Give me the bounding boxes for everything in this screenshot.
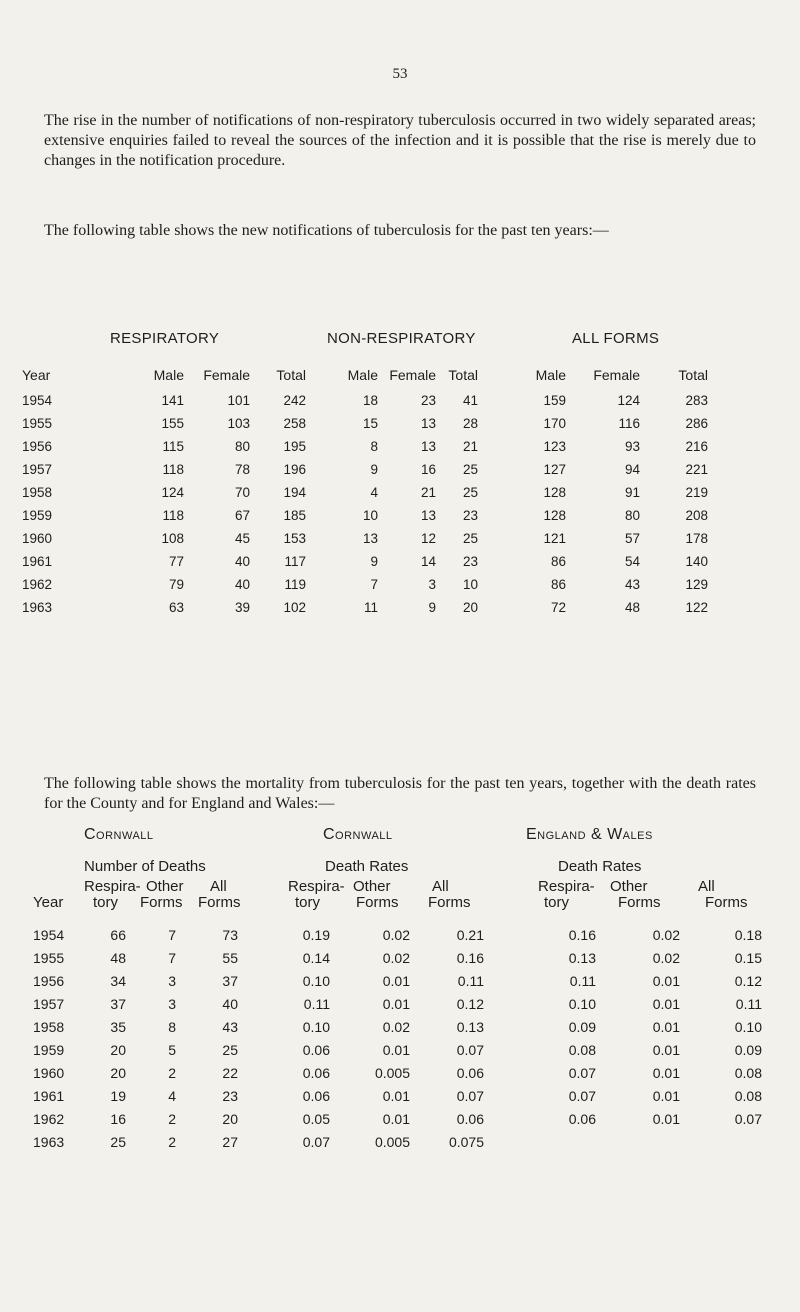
t2-row [0, 1015, 762, 1038]
t2-cw-rates-col-respiratory-l1: Respira- [288, 878, 345, 895]
t2-cell [680, 1130, 762, 1153]
notifications-table [0, 367, 708, 619]
t1-cell: 103 [227, 416, 250, 431]
t1-group-non-respiratory: NON-RESPIRATORY [327, 330, 476, 347]
t2-cell: 7 [168, 926, 176, 943]
t1-cell: 40 [234, 554, 250, 569]
t2-cell: 0.01 [652, 1018, 680, 1035]
t1-cell: 57 [624, 531, 640, 546]
t1-cell: 11 [363, 600, 378, 615]
t2-cell: 2 [168, 1110, 176, 1127]
t2-year-cell: 1961 [33, 1087, 65, 1104]
t2-cell: 0.11 [569, 972, 596, 989]
t2-cell: 0.06 [568, 1110, 596, 1127]
t1-cell: 4 [370, 485, 378, 500]
t2-cell: 66 [110, 926, 126, 943]
t1-cell: 23 [420, 393, 436, 408]
t2-cell: 0.19 [302, 926, 330, 943]
t2-cell: 0.06 [302, 1087, 330, 1104]
t2-cell: 0.09 [734, 1041, 762, 1058]
t2-cell: 0.02 [652, 926, 680, 943]
t1-cell: 122 [685, 600, 708, 615]
page-number: 53 [392, 66, 408, 82]
t1-cell: 77 [168, 554, 184, 569]
t1-cell: 70 [234, 485, 250, 500]
t1-cell: 94 [624, 462, 640, 477]
t2-subgroup-death-rates-cornwall: Death Rates [325, 858, 409, 875]
t1-cell: 45 [234, 531, 250, 546]
t2-cell: 0.01 [652, 1064, 680, 1081]
t2-row [0, 1038, 762, 1061]
t2-cw-deaths-col-respiratory-l1: Respira- [84, 878, 141, 895]
t2-cell: 0.07 [568, 1064, 596, 1081]
t2-cw-rates-col-all-l2: Forms [428, 894, 471, 911]
t1-cell: 91 [624, 485, 640, 500]
t2-cell: 0.01 [652, 972, 680, 989]
t1-cell: 221 [685, 462, 708, 477]
t2-cell: 0.12 [734, 972, 762, 989]
paragraph-non-respiratory-rise: The rise in the number of notifications of non-respiratory tuberculosis occurred in two widely separated areas; extensive enquiries failed to reveal the sources of the infection and it is possible that the rise is merely due to changes in the notification procedure. [44, 112, 756, 169]
t2-cell: 0.10 [302, 972, 330, 989]
t2-cell: 0.01 [652, 1041, 680, 1058]
t1-cell: 39 [234, 600, 250, 615]
t1-cell: 93 [624, 439, 640, 454]
paragraph-mortality-intro: The following table shows the mortality from tuberculosis for the past ten years, together with the death rates for the County and for England and Wales:— [44, 775, 756, 812]
t2-cell: 0.01 [382, 972, 410, 989]
t2-cell: 0.01 [652, 995, 680, 1012]
t1-cell: 155 [161, 416, 184, 431]
t1-year-cell: 1960 [22, 531, 53, 546]
t1-cell: 194 [283, 485, 306, 500]
t2-cw-deaths-col-respiratory-l2: tory [93, 894, 119, 911]
t1-cell: 13 [362, 531, 378, 546]
t2-cell: 0.02 [382, 926, 410, 943]
t1-year-cell: 1963 [22, 600, 53, 615]
t1-cell: 9 [370, 554, 378, 569]
t2-cell: 0.10 [302, 1018, 330, 1035]
mortality-table [0, 923, 762, 1153]
t2-cw-rates-col-other-l2: Forms [356, 894, 399, 911]
t1-cell: 14 [420, 554, 436, 569]
t1-cell: 101 [227, 393, 250, 408]
t1-cell: 9 [428, 600, 436, 615]
t1-cell: 118 [162, 462, 184, 477]
t2-cell: 35 [110, 1018, 126, 1035]
t2-cw-rates-col-respiratory-l2: tory [295, 894, 321, 911]
t2-year-cell: 1963 [33, 1133, 65, 1150]
t1-cell: 115 [162, 439, 184, 454]
t1-year-cell: 1961 [22, 554, 53, 569]
t2-year-cell: 1959 [33, 1041, 65, 1058]
t1-cell: 23 [462, 554, 478, 569]
t2-cell: 23 [222, 1087, 238, 1104]
t1-cell: 13 [420, 439, 436, 454]
t1-cell: 178 [685, 531, 708, 546]
t1-nonresp-total-header: Total [448, 367, 478, 383]
t2-year-header: Year [33, 894, 64, 911]
t1-row [0, 412, 708, 435]
t2-cell: 0.005 [374, 1133, 410, 1150]
t1-cell: 63 [168, 600, 184, 615]
t1-cell: 153 [283, 531, 306, 546]
t2-cell: 19 [110, 1087, 126, 1104]
t1-cell: 79 [168, 577, 184, 592]
t2-cell: 0.005 [374, 1064, 410, 1081]
t1-cell: 195 [283, 439, 306, 454]
t2-cell: 3 [168, 995, 176, 1012]
t1-year-cell: 1954 [22, 393, 53, 408]
t1-row [0, 596, 708, 619]
t1-cell: 80 [234, 439, 250, 454]
t2-cw-rates-col-other-l1: Other [353, 878, 391, 895]
t2-cell: 20 [110, 1041, 126, 1058]
t2-ew-rates-col-respiratory-l1: Respira- [538, 878, 595, 895]
t2-cell: 0.13 [456, 1018, 484, 1035]
t2-ew-rates-col-all-l1: All [698, 878, 715, 895]
t1-row [0, 550, 708, 573]
t1-cell: 129 [685, 577, 708, 592]
t1-cell: 41 [462, 393, 478, 408]
t2-cell: 48 [110, 949, 126, 966]
t2-year-cell: 1955 [33, 949, 65, 966]
t1-cell: 8 [370, 439, 378, 454]
t1-cell: 86 [550, 554, 566, 569]
t2-cell: 7 [168, 949, 176, 966]
t2-subgroup-death-rates-england: Death Rates [558, 858, 642, 875]
t1-cell: 15 [362, 416, 378, 431]
t1-cell: 72 [550, 600, 566, 615]
t1-cell: 128 [543, 485, 566, 500]
t2-year-cell: 1962 [33, 1110, 65, 1127]
t1-cell: 13 [420, 416, 436, 431]
t1-cell: 140 [685, 554, 708, 569]
t2-row [0, 1130, 762, 1153]
t1-cell: 128 [543, 508, 566, 523]
t1-all-female-header: Female [593, 367, 640, 383]
t2-cell: 0.06 [456, 1110, 484, 1127]
t1-cell: 127 [543, 462, 566, 477]
t2-cell: 0.11 [303, 995, 330, 1012]
t1-cell: 116 [618, 416, 640, 431]
t1-row [0, 389, 708, 412]
t1-cell: 141 [161, 393, 184, 408]
t1-cell: 80 [624, 508, 640, 523]
t1-cell: 242 [283, 393, 306, 408]
t1-cell: 170 [543, 416, 566, 431]
t2-cell: 0.10 [734, 1018, 762, 1035]
t2-cell: 55 [222, 949, 238, 966]
t1-cell: 21 [420, 485, 436, 500]
t2-cell: 0.10 [568, 995, 596, 1012]
t1-cell: 7 [370, 577, 378, 592]
t2-row [0, 923, 762, 946]
t2-cell: 2 [168, 1133, 176, 1150]
t1-cell: 16 [420, 462, 436, 477]
t2-cell: 0.01 [382, 1087, 410, 1104]
t2-year-cell: 1956 [33, 972, 65, 989]
t2-cell: 0.11 [735, 995, 762, 1012]
t1-cell: 25 [462, 531, 478, 546]
t1-resp-female-header: Female [203, 367, 250, 383]
t1-year-header: Year [22, 367, 51, 383]
t2-cell: 0.12 [456, 995, 484, 1012]
t2-cell: 0.01 [652, 1110, 680, 1127]
t2-cell: 0.13 [568, 949, 596, 966]
t2-row [0, 1084, 762, 1107]
t2-cell: 0.06 [302, 1041, 330, 1058]
t2-cell: 16 [110, 1110, 126, 1127]
t2-group-england-wales: England & Wales [526, 826, 653, 843]
t2-cell: 0.08 [734, 1064, 762, 1081]
t2-cell: 0.08 [568, 1041, 596, 1058]
t2-cell: 0.06 [456, 1064, 484, 1081]
t1-cell: 78 [234, 462, 250, 477]
t2-cell: 0.09 [568, 1018, 596, 1035]
t1-cell: 9 [370, 462, 378, 477]
t1-cell: 286 [685, 416, 708, 431]
t2-cw-deaths-col-all-l2: Forms [198, 894, 241, 911]
t1-cell: 219 [685, 485, 708, 500]
t2-cell: 40 [222, 995, 238, 1012]
t2-cell: 0.01 [382, 1110, 410, 1127]
t1-cell: 18 [362, 393, 378, 408]
t2-year-cell: 1960 [33, 1064, 65, 1081]
t1-cell: 124 [617, 393, 640, 408]
t2-cell: 0.02 [652, 949, 680, 966]
t2-cw-deaths-col-other-l1: Other [146, 878, 184, 895]
t1-year-cell: 1955 [22, 416, 53, 431]
t1-cell: 40 [234, 577, 250, 592]
t2-cell: 8 [168, 1018, 176, 1035]
t2-row [0, 946, 762, 969]
t1-cell: 67 [234, 508, 250, 523]
t1-cell: 159 [543, 393, 566, 408]
t1-cell: 185 [283, 508, 306, 523]
t1-cell: 196 [283, 462, 306, 477]
t2-cell: 4 [168, 1087, 176, 1104]
t2-row [0, 1061, 762, 1084]
t2-cell: 0.15 [734, 949, 762, 966]
t1-row [0, 504, 708, 527]
t1-cell: 43 [624, 577, 640, 592]
t2-cell: 0.07 [568, 1087, 596, 1104]
t2-cw-deaths-col-all-l1: All [210, 878, 227, 895]
t2-row [0, 1107, 762, 1130]
t2-cell: 73 [222, 926, 238, 943]
t2-group-cornwall-deaths: Cornwall [84, 826, 154, 843]
t2-ew-rates-col-respiratory-l2: tory [544, 894, 570, 911]
t1-cell: 123 [543, 439, 566, 454]
t1-year-cell: 1959 [22, 508, 53, 523]
t2-ew-rates-col-other-l2: Forms [618, 894, 661, 911]
t1-row [0, 435, 708, 458]
t1-cell: 25 [462, 485, 478, 500]
t2-ew-rates-col-all-l2: Forms [705, 894, 748, 911]
t2-cell: 0.07 [734, 1110, 762, 1127]
t1-row [0, 481, 708, 504]
t2-row [0, 992, 762, 1015]
t2-cell: 0.16 [456, 949, 484, 966]
t1-cell: 10 [462, 577, 478, 592]
t2-cell: 0.11 [457, 972, 484, 989]
t2-year-cell: 1958 [33, 1018, 65, 1035]
t2-cell: 25 [222, 1041, 238, 1058]
paragraph-notifications-intro: The following table shows the new notifications of tuberculosis for the past ten years:— [44, 222, 609, 239]
t2-cell: 0.02 [382, 949, 410, 966]
t1-cell: 117 [284, 554, 306, 569]
t1-cell: 13 [420, 508, 436, 523]
t1-cell: 3 [428, 577, 436, 592]
t2-cell: 25 [110, 1133, 126, 1150]
t1-group-all-forms: ALL FORMS [572, 330, 660, 347]
t2-cell: 5 [168, 1041, 176, 1058]
t2-group-cornwall-rates: Cornwall [323, 826, 393, 843]
t2-cell: 2 [168, 1064, 176, 1081]
t1-cell: 23 [462, 508, 478, 523]
t2-cell: 0.07 [302, 1133, 330, 1150]
t1-nonresp-male-header: Male [347, 367, 378, 383]
t1-year-cell: 1956 [22, 439, 53, 454]
t1-cell: 258 [283, 416, 306, 431]
t1-cell: 20 [462, 600, 478, 615]
t2-year-cell: 1954 [33, 926, 65, 943]
t1-all-male-header: Male [535, 367, 566, 383]
t2-cell: 0.01 [382, 995, 410, 1012]
t1-nonresp-female-header: Female [389, 367, 436, 383]
t2-cell: 27 [222, 1133, 238, 1150]
t1-cell: 283 [685, 393, 708, 408]
t2-cell: 0.07 [456, 1041, 484, 1058]
t2-cell: 0.16 [568, 926, 596, 943]
t2-ew-rates-col-other-l1: Other [610, 878, 648, 895]
t1-row [0, 573, 708, 596]
t2-cell: 0.07 [456, 1087, 484, 1104]
t2-cell: 0.18 [734, 926, 762, 943]
t2-cell: 20 [222, 1110, 238, 1127]
t2-cell: 20 [110, 1064, 126, 1081]
t1-row [0, 527, 708, 550]
t2-cell: 22 [222, 1064, 238, 1081]
t1-cell: 21 [462, 439, 478, 454]
t2-cw-rates-col-all-l1: All [432, 878, 449, 895]
t1-row [0, 458, 708, 481]
t1-cell: 119 [284, 577, 306, 592]
t2-cell: 43 [222, 1018, 238, 1035]
t1-cell: 28 [462, 416, 478, 431]
t1-cell: 10 [362, 508, 378, 523]
t2-cell: 0.075 [448, 1133, 484, 1150]
t2-cell: 0.14 [302, 949, 330, 966]
t1-cell: 54 [624, 554, 640, 569]
t2-cell: 37 [110, 995, 126, 1012]
t2-cell: 0.21 [456, 926, 484, 943]
t1-cell: 102 [283, 600, 306, 615]
notifications-header-row [0, 367, 708, 389]
t1-cell: 86 [550, 577, 566, 592]
t2-cw-deaths-col-other-l2: Forms [140, 894, 183, 911]
t1-all-total-header: Total [678, 367, 708, 383]
t2-row [0, 969, 762, 992]
t1-year-cell: 1958 [22, 485, 53, 500]
t1-cell: 216 [685, 439, 708, 454]
t1-cell: 25 [462, 462, 478, 477]
t2-cell: 0.08 [734, 1087, 762, 1104]
t1-resp-male-header: Male [153, 367, 184, 383]
t2-cell: 37 [222, 972, 238, 989]
t2-cell: 0.05 [302, 1110, 330, 1127]
t1-cell: 124 [161, 485, 184, 500]
t2-cell: 0.01 [652, 1087, 680, 1104]
t2-cell [484, 1130, 596, 1153]
t1-cell: 121 [543, 531, 566, 546]
t2-cell: 3 [168, 972, 176, 989]
t1-cell: 48 [624, 600, 640, 615]
t2-cell: 0.06 [302, 1064, 330, 1081]
t1-resp-total-header: Total [276, 367, 306, 383]
t2-cell: 0.01 [382, 1041, 410, 1058]
t1-year-cell: 1962 [22, 577, 53, 592]
t1-cell: 118 [162, 508, 184, 523]
t1-cell: 12 [420, 531, 436, 546]
t1-year-cell: 1957 [22, 462, 53, 477]
t1-cell: 208 [685, 508, 708, 523]
t1-cell: 108 [161, 531, 184, 546]
t2-cell: 0.02 [382, 1018, 410, 1035]
t1-group-respiratory: RESPIRATORY [110, 330, 220, 347]
t2-cell: 34 [110, 972, 126, 989]
t2-year-cell: 1957 [33, 995, 65, 1012]
t2-subgroup-number-of-deaths: Number of Deaths [84, 858, 206, 875]
t2-cell [596, 1130, 680, 1153]
